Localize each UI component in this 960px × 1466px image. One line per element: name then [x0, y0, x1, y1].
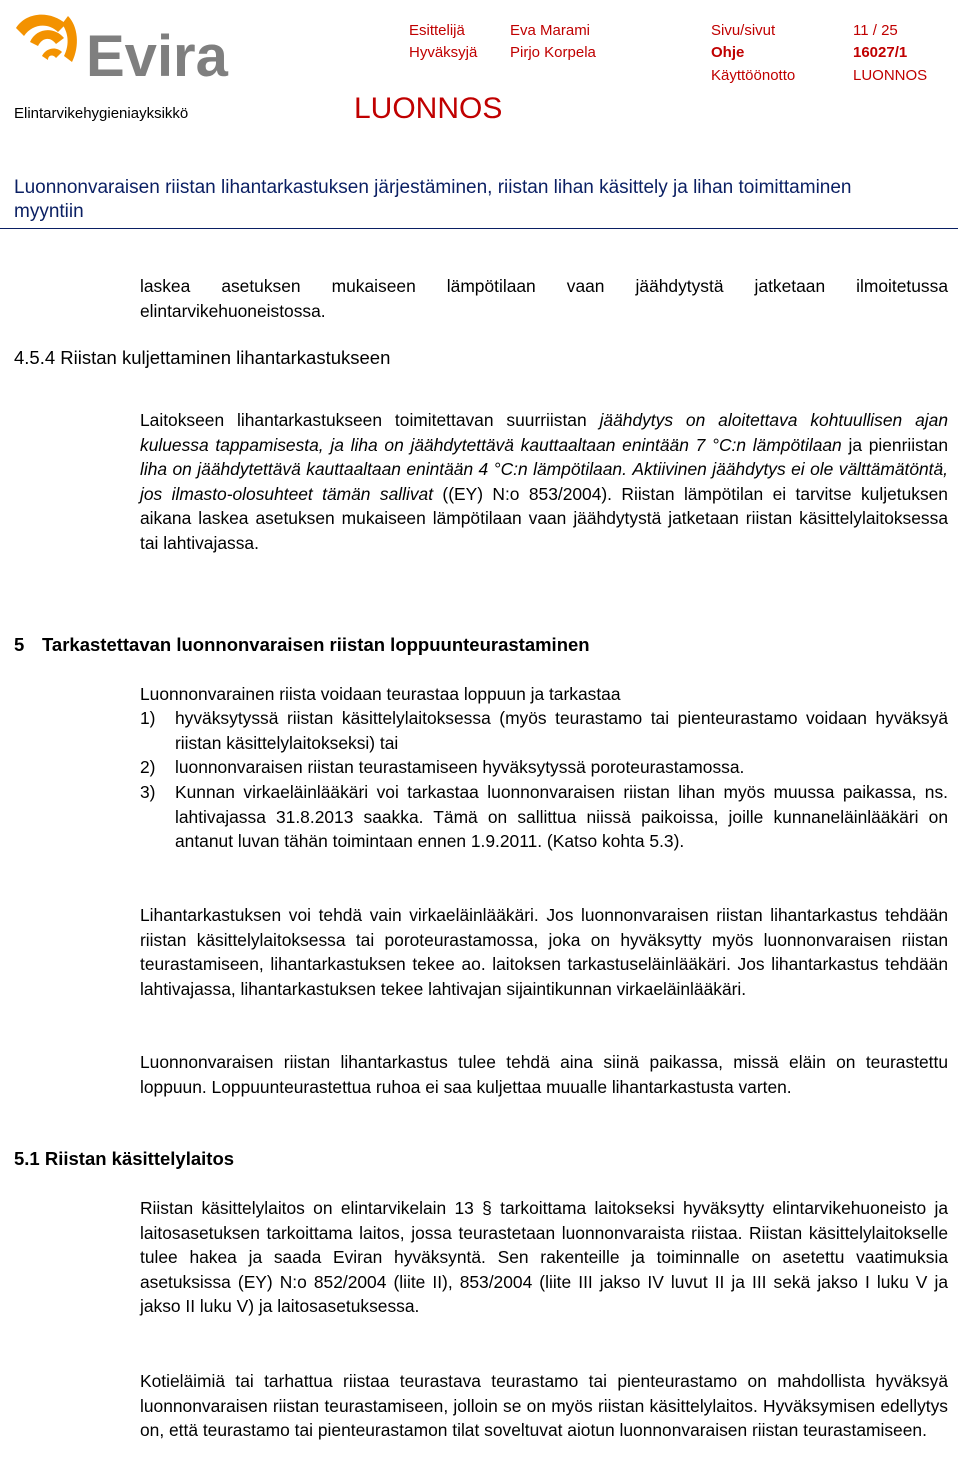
approver-label: Hyväksyjä	[409, 44, 478, 61]
paragraph-line: laskea asetuksen mukaiseen lämpötilaan vaan jäähdytystä jatketaan ilmoitetussa	[140, 276, 948, 296]
list-item: 3) Kunnan virkaeläinlääkäri voi tarkastaa luonnonvaraisen riistan lihan myös muussa paikassa, ns. lahtivajassa 31.8.2013 saakka. Tämä on sallittua niissä paikoissa, joille kunnaneläinlääkäri on antanut luvan tähän toimintaan ennen 1.9.2011. (Katso kohta 5.3).	[140, 782, 948, 851]
document-title: Luonnonvaraisen riistan lihantarkastuksen järjestäminen, riistan lihan käsittely ja lihan toimittaminen myyntiin	[14, 177, 852, 222]
section-heading-5: Tarkastettavan luonnonvaraisen riistan loppuunteurastaminen	[42, 634, 590, 655]
svg-text:Evira: Evira	[86, 24, 228, 89]
paragraph-intro: Luonnonvarainen riista voidaan teurastaa loppuun ja tarkastaa	[140, 684, 621, 704]
section-heading-5-number: 5	[14, 634, 25, 655]
paragraph-line: elintarvikehuoneistossa.	[140, 300, 326, 321]
presenter-label: Esittelijä	[409, 22, 465, 39]
section-heading-5-1: 5.1 Riistan käsittelylaitos	[14, 1148, 235, 1169]
page-number: 11 / 25	[853, 22, 898, 39]
evira-logo	[8, 6, 258, 90]
list-item: 2) luonnonvaraisen riistan teurastamiseen hyväksytyssä poroteurastamossa.	[140, 757, 745, 777]
paragraph-inspection: Lihantarkastuksen voi tehdä vain virkaeläinlääkäri. Jos luonnonvaraisen riistan lihantarkastus tehdään riistan käsittelylaitoksessa tai poroteurastamossa, joka on hyväksytty myös luonnonvaraisen riistan teurastamiseen, lihantarkastuksen tekee ao. laitoksen tarkastuseläinlääkäri. Jos lihantarkastus tehdään lahtivajassa, lihantarkastuksen tekee lahtivajan sijaintikunnan virkaeläinlääkäri.	[140, 905, 948, 999]
paragraph-slaughterhouse: Kotieläimiä tai tarhattua riistaa teurastava teurastamo tai pienteurastamo on mahdollista hyväksyä luonnonvaraisen riistan teurastamiseen, jolloin se on myös riistan käsittelylaitos. Hyväksymisen edellytys on, että teurastamo tai pienteurastamon tilat soveltuvat aiotun luonnonvaraisen riistan teurastamiseen.	[140, 1371, 948, 1440]
page-label: Sivu/sivut	[711, 22, 776, 39]
doc-type: Ohje	[711, 44, 745, 61]
section-heading-4-5-4: 4.5.4 Riistan kuljettaminen lihantarkastukseen	[14, 347, 391, 368]
doc-number: 16027/1	[853, 44, 908, 61]
paragraph-transport: Laitokseen lihantarkastukseen toimitettavan suurriistan jäähdytys on aloitettava kohtuullisen ajan kuluessa tappamisesta, ja liha on jäähdytettävä kauttaaltaan enintään 7 °C:n lämpötilaan ja pienriistan liha on jäähdytettävä kauttaaltaan enintään 4 °C:n lämpötilaan. Aktiivinen jäähdytys ei ole välttämätöntä, jos ilmasto-olosuhteet tämän sallivat ((EY) N:o 853/2004). Riistan lämpötilan ei tarvitse kuljetuksen aikana laskea asetuksen mukaiseen lämpötilaan vaan jäähdytystä jatketaan riistan käsittelylaitoksessa tai lahtivajassa.	[140, 410, 948, 553]
usage-label: Käyttöönotto	[711, 67, 796, 84]
unit-name: Elintarvikehygieniayksikkö	[14, 105, 189, 122]
paragraph-location: Luonnonvaraisen riistan lihantarkastus tulee tehdä aina siinä paikassa, missä eläin on teurastettu loppuun. Loppuunteurastettua ruhoa ei saa kuljettaa muualle lihantarkastusta varten.	[140, 1052, 948, 1097]
paragraph-facility: Riistan käsittelylaitos on elintarvikelain 13 § tarkoittama laitokseksi hyväksytty elintarvikehuoneisto ja laitosasetuksen tarkoittama laitos, jossa teurastetaan luonnonvaraista riistaa. Riistan käsittelylaitokselle tulee hakea ja saada Eviran hyväksyntä. Sen rakenteille ja toiminnalle on asetettu vaatimuksia asetuksissa (EY) N:o 852/2004 (liite II), 853/2004 (liite III jakso IV luvut II ja III sekä jakso I luku V ja jakso II luku V) ja laitosasetuksessa.	[140, 1198, 948, 1316]
presenter-name: Eva Marami	[510, 22, 591, 39]
draft-watermark: LUONNOS	[354, 92, 503, 125]
list-item: 1) hyväksytyssä riistan käsittelylaitoksessa (myös teurastamo tai pienteurastamo voidaan hyväksyä riistan käsittelylaitokseksi) tai	[140, 708, 948, 753]
header-divider	[0, 228, 958, 229]
approver-name: Pirjo Korpela	[510, 44, 596, 61]
usage-value: LUONNOS	[853, 67, 928, 84]
paragraph-continued	[140, 274, 948, 323]
